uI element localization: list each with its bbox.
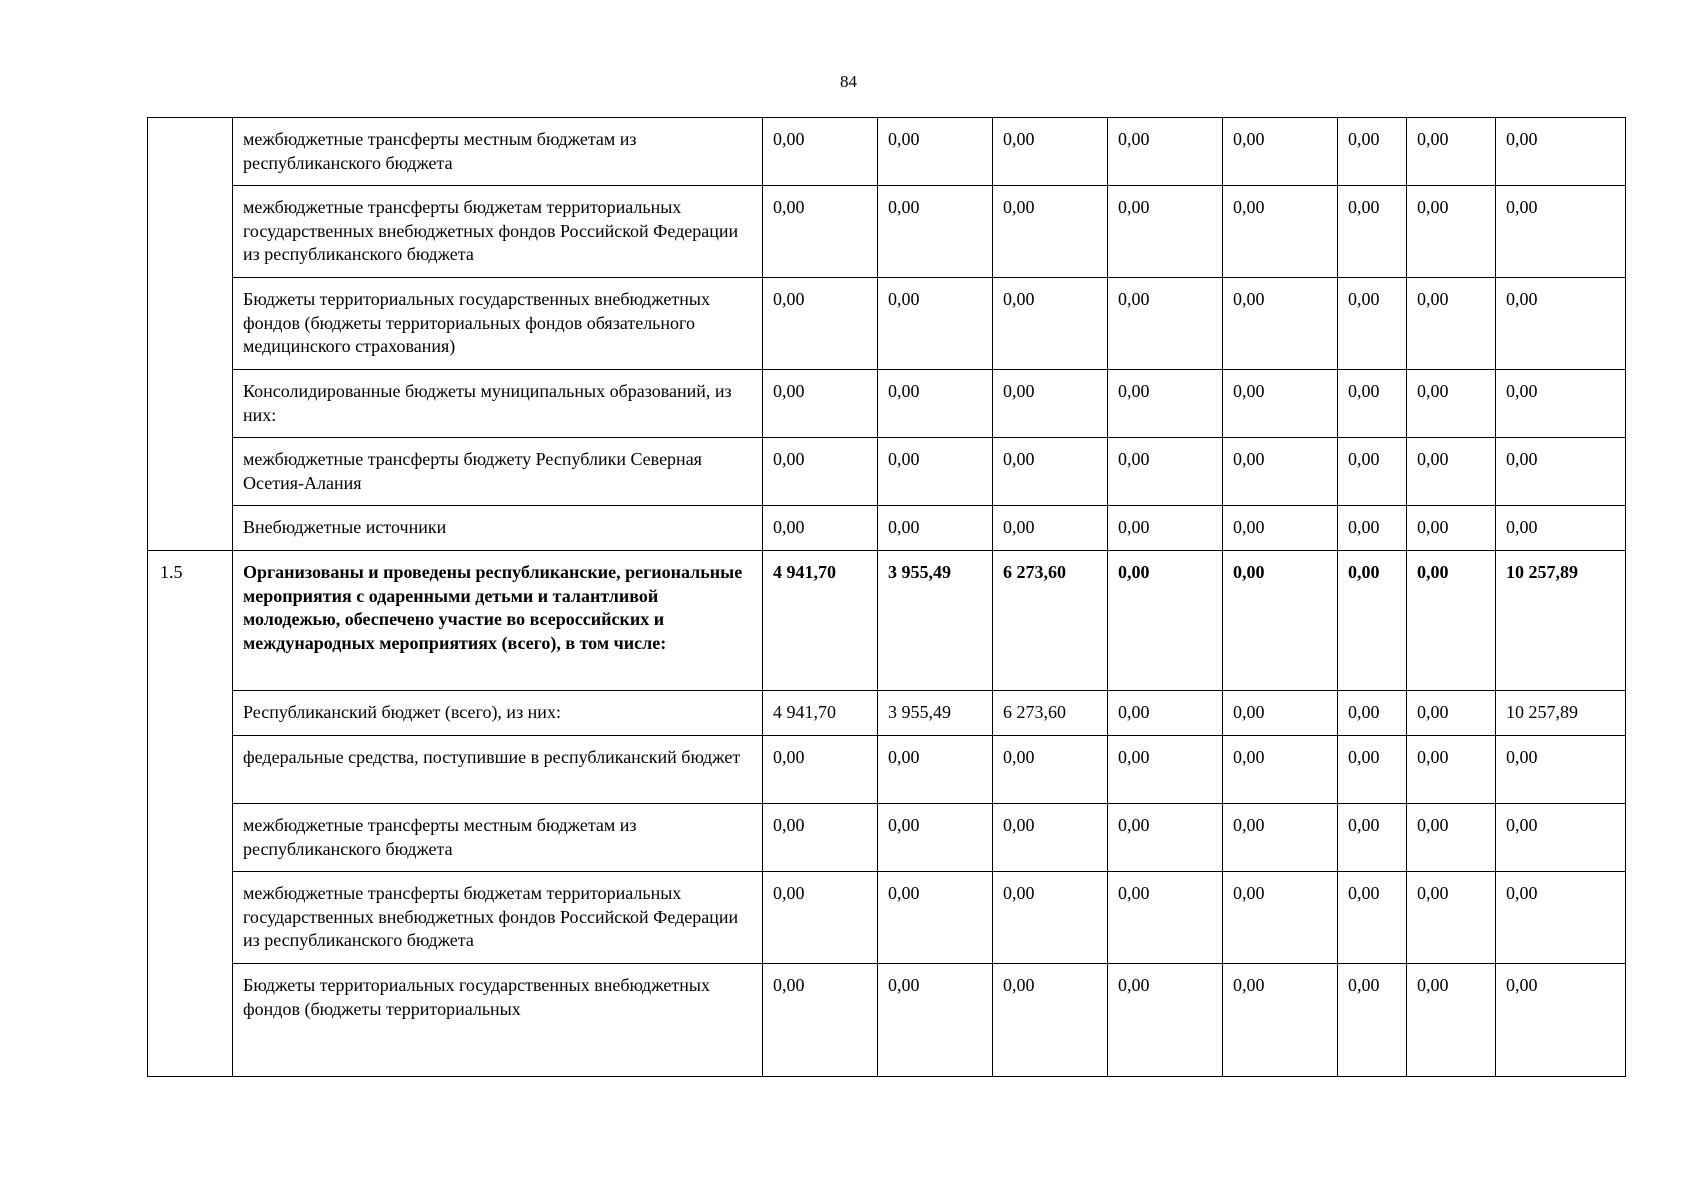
- value-cell: 0,00: [1223, 804, 1338, 872]
- value-cell: 0,00: [1108, 736, 1223, 804]
- table-row: [148, 872, 1626, 964]
- value-cell: 0,00: [1407, 691, 1496, 736]
- value-cell: 4 941,70: [763, 691, 878, 736]
- value-cell: 0,00: [1338, 438, 1407, 506]
- value-cell: 0,00: [1338, 118, 1407, 186]
- value-cell: 0,00: [1108, 872, 1223, 964]
- value-cell: 0,00: [878, 804, 993, 872]
- table-body: [148, 118, 1626, 1077]
- value-cell: 0,00: [1407, 278, 1496, 370]
- value-cell: 0,00: [993, 964, 1108, 1077]
- table-row: [148, 964, 1626, 1077]
- value-cell: 0,00: [1108, 691, 1223, 736]
- value-cell: 0,00: [878, 736, 993, 804]
- value-cell: 0,00: [1338, 736, 1407, 804]
- table-row: [148, 551, 1626, 691]
- value-cell: 6 273,60: [993, 551, 1108, 691]
- value-cell: 10 257,89: [1496, 551, 1626, 691]
- value-cell: 0,00: [1108, 804, 1223, 872]
- value-cell: 0,00: [1407, 506, 1496, 551]
- value-cell: 0,00: [1496, 370, 1626, 438]
- value-cell: 3 955,49: [878, 551, 993, 691]
- value-cell: 4 941,70: [763, 551, 878, 691]
- value-cell: 0,00: [1407, 118, 1496, 186]
- value-cell: 0,00: [763, 736, 878, 804]
- value-cell: 0,00: [1407, 438, 1496, 506]
- row-label: Бюджеты территориальных государственных внебюджетных фондов (бюджеты территориальных: [233, 964, 763, 1077]
- value-cell: 0,00: [1407, 804, 1496, 872]
- value-cell: 0,00: [1407, 964, 1496, 1077]
- row-label: Бюджеты территориальных государственных внебюджетных фондов (бюджеты территориальных фондов обязательного медицинского страхования): [233, 278, 763, 370]
- value-cell: 0,00: [763, 506, 878, 551]
- value-cell: 0,00: [1496, 872, 1626, 964]
- row-label: межбюджетные трансферты бюджету Республики Северная Осетия-Алания: [233, 438, 763, 506]
- value-cell: 0,00: [1338, 964, 1407, 1077]
- value-cell: 0,00: [1223, 551, 1338, 691]
- value-cell: 0,00: [878, 872, 993, 964]
- table-row: [148, 278, 1626, 370]
- table-row: [148, 506, 1626, 551]
- value-cell: 0,00: [1407, 551, 1496, 691]
- value-cell: 0,00: [993, 736, 1108, 804]
- value-cell: 0,00: [1108, 438, 1223, 506]
- item-number-cell: [148, 118, 233, 551]
- value-cell: 0,00: [1223, 964, 1338, 1077]
- budget-table: [147, 117, 1626, 1077]
- value-cell: 0,00: [763, 278, 878, 370]
- value-cell: 0,00: [763, 118, 878, 186]
- value-cell: 0,00: [993, 186, 1108, 278]
- value-cell: 0,00: [993, 872, 1108, 964]
- value-cell: 0,00: [1338, 506, 1407, 551]
- value-cell: 10 257,89: [1496, 691, 1626, 736]
- value-cell: 0,00: [993, 370, 1108, 438]
- value-cell: 0,00: [763, 872, 878, 964]
- value-cell: 0,00: [1407, 370, 1496, 438]
- value-cell: 0,00: [1338, 551, 1407, 691]
- value-cell: 0,00: [993, 438, 1108, 506]
- value-cell: 0,00: [993, 506, 1108, 551]
- value-cell: 0,00: [1223, 370, 1338, 438]
- value-cell: 0,00: [1496, 278, 1626, 370]
- value-cell: 0,00: [1108, 964, 1223, 1077]
- value-cell: 0,00: [1223, 691, 1338, 736]
- row-label: Внебюджетные источники: [233, 506, 763, 551]
- value-cell: 0,00: [763, 964, 878, 1077]
- value-cell: 0,00: [1223, 438, 1338, 506]
- value-cell: 0,00: [878, 438, 993, 506]
- page-number: 84: [840, 72, 857, 91]
- row-label: Республиканский бюджет (всего), из них:: [233, 691, 763, 736]
- value-cell: 0,00: [763, 804, 878, 872]
- value-cell: 0,00: [1496, 964, 1626, 1077]
- value-cell: 0,00: [763, 438, 878, 506]
- value-cell: 0,00: [1496, 736, 1626, 804]
- value-cell: 0,00: [1223, 736, 1338, 804]
- item-number-cell: 1.5: [148, 551, 233, 1077]
- value-cell: 0,00: [878, 964, 993, 1077]
- row-label: Организованы и проведены республиканские, региональные мероприятия с одаренными детьми и талантливой молодежью, обеспечено участие во всероссийских и международных мероприятиях (всего), в том числе:: [233, 551, 763, 691]
- value-cell: 0,00: [1338, 872, 1407, 964]
- value-cell: 0,00: [993, 278, 1108, 370]
- value-cell: 0,00: [1108, 370, 1223, 438]
- value-cell: 0,00: [878, 186, 993, 278]
- value-cell: 0,00: [1223, 186, 1338, 278]
- value-cell: 0,00: [1407, 186, 1496, 278]
- value-cell: 0,00: [1223, 278, 1338, 370]
- value-cell: 0,00: [1223, 506, 1338, 551]
- value-cell: 0,00: [1496, 186, 1626, 278]
- value-cell: 0,00: [1496, 438, 1626, 506]
- value-cell: 0,00: [1223, 118, 1338, 186]
- row-label: Консолидированные бюджеты муниципальных образований, из них:: [233, 370, 763, 438]
- value-cell: 0,00: [1223, 872, 1338, 964]
- value-cell: 0,00: [878, 118, 993, 186]
- table-row: [148, 691, 1626, 736]
- row-label: федеральные средства, поступившие в республиканский бюджет: [233, 736, 763, 804]
- value-cell: 0,00: [878, 370, 993, 438]
- table-row: [148, 186, 1626, 278]
- value-cell: 0,00: [1338, 186, 1407, 278]
- value-cell: 0,00: [1338, 691, 1407, 736]
- row-label: межбюджетные трансферты бюджетам территориальных государственных внебюджетных фондов Российской Федерации из республиканского бюджета: [233, 186, 763, 278]
- table-row: [148, 118, 1626, 186]
- value-cell: 0,00: [763, 370, 878, 438]
- value-cell: 0,00: [1407, 736, 1496, 804]
- value-cell: 0,00: [1407, 872, 1496, 964]
- value-cell: 0,00: [878, 506, 993, 551]
- value-cell: 0,00: [1108, 118, 1223, 186]
- value-cell: 0,00: [1108, 186, 1223, 278]
- value-cell: 0,00: [1338, 804, 1407, 872]
- row-label: межбюджетные трансферты местным бюджетам из республиканского бюджета: [233, 118, 763, 186]
- value-cell: 0,00: [1338, 278, 1407, 370]
- value-cell: 0,00: [1496, 506, 1626, 551]
- value-cell: 0,00: [1338, 370, 1407, 438]
- table-row: [148, 370, 1626, 438]
- table-row: [148, 438, 1626, 506]
- value-cell: 3 955,49: [878, 691, 993, 736]
- value-cell: 0,00: [1108, 278, 1223, 370]
- value-cell: 0,00: [763, 186, 878, 278]
- table-row: [148, 736, 1626, 804]
- value-cell: 0,00: [993, 804, 1108, 872]
- value-cell: 6 273,60: [993, 691, 1108, 736]
- row-label: межбюджетные трансферты местным бюджетам из республиканского бюджета: [233, 804, 763, 872]
- value-cell: 0,00: [1108, 506, 1223, 551]
- value-cell: 0,00: [878, 278, 993, 370]
- value-cell: 0,00: [1496, 804, 1626, 872]
- value-cell: 0,00: [993, 118, 1108, 186]
- value-cell: 0,00: [1496, 118, 1626, 186]
- table-row: [148, 804, 1626, 872]
- value-cell: 0,00: [1108, 551, 1223, 691]
- row-label: межбюджетные трансферты бюджетам территориальных государственных внебюджетных фондов Российской Федерации из республиканского бюджета: [233, 872, 763, 964]
